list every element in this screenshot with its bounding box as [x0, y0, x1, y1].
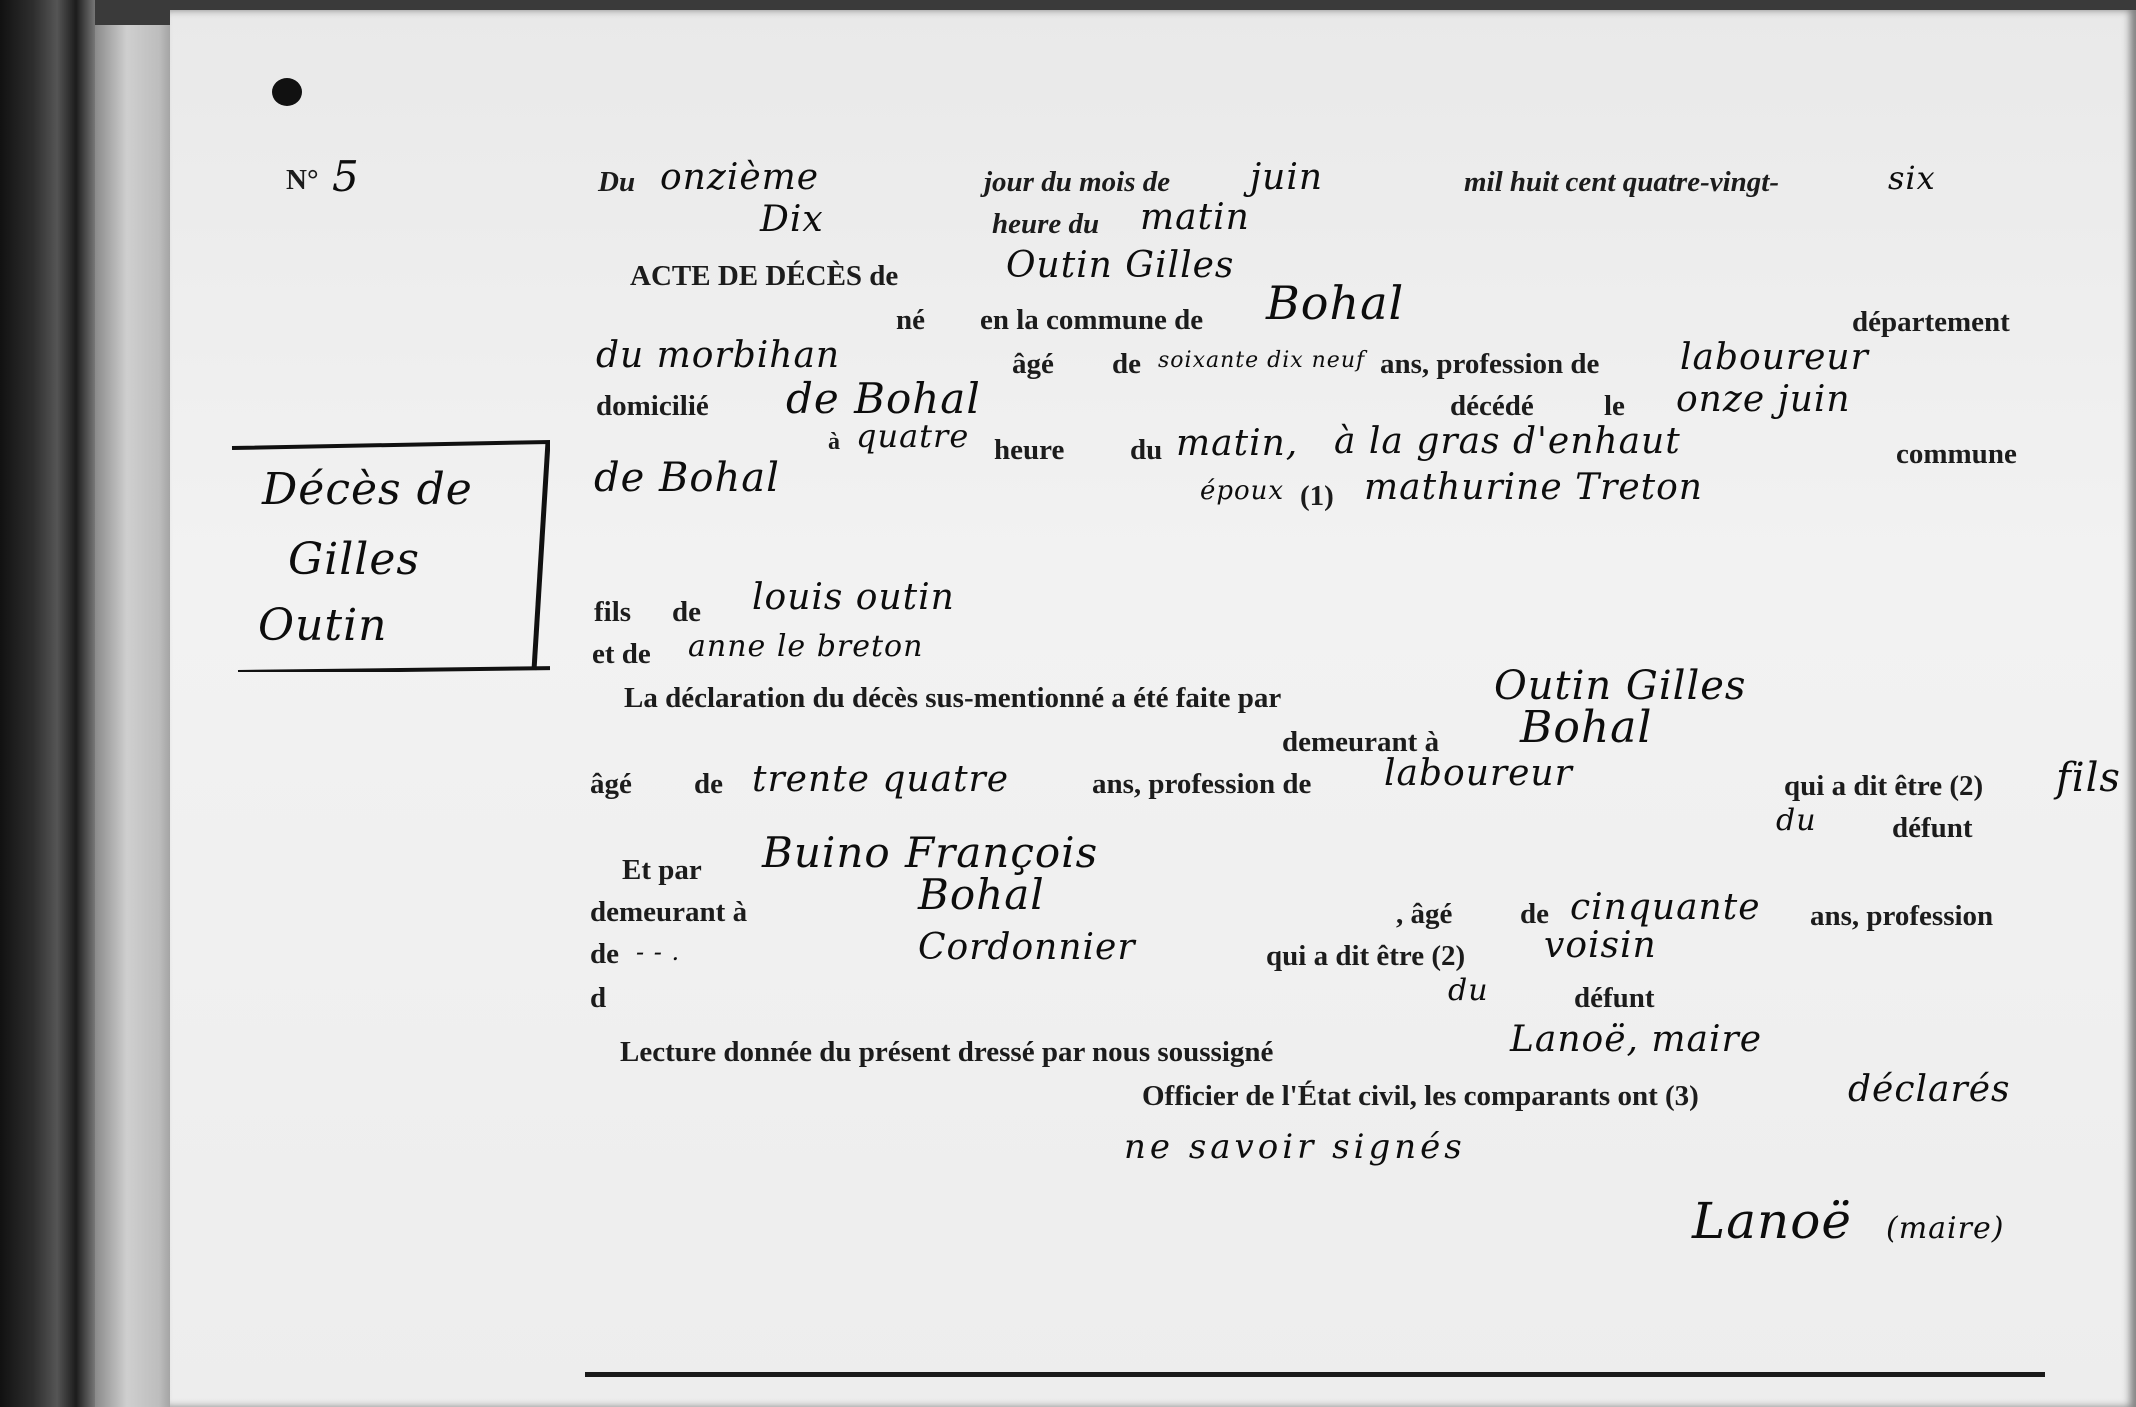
profession-handwritten: laboureur [1680, 337, 1869, 378]
de-label: de [1112, 348, 1141, 380]
heure-label: heure [994, 434, 1065, 466]
demeurant-label-2: demeurant à [590, 896, 748, 928]
signature-title: (maire) [1886, 1211, 2005, 1246]
ans-profession-label-3: ans, profession [1810, 900, 1994, 932]
note-handwritten: ne savoir signés [1124, 1127, 1466, 1167]
declared-handwritten: déclarés [1848, 1069, 2011, 1110]
death-date-handwritten: onze juin [1676, 379, 1851, 420]
decede-label: décédé [1450, 390, 1534, 422]
father-handwritten: louis outin [752, 577, 955, 618]
domicilie-label: domicilié [596, 390, 709, 422]
death-commune-handwritten: de Bohal [594, 455, 780, 501]
heure-du-label: heure du [992, 208, 1100, 240]
death-place-handwritten: à la gras d'enhaut [1334, 421, 1681, 462]
d-label: d [590, 982, 607, 1014]
act-number: 5 [332, 152, 360, 201]
page-edge [95, 25, 175, 1407]
ink-blot [272, 78, 302, 106]
relation1-handwritten: fils [2056, 755, 2121, 801]
death-period-handwritten: matin, [1176, 423, 1299, 464]
age2-handwritten: cinquante [1570, 887, 1761, 928]
fils-label: fils [594, 596, 632, 628]
age-label-3: , âgé [1396, 898, 1453, 930]
et-de-label: et de [592, 638, 651, 670]
qui-dit-label: qui a dit être (2) [1784, 770, 1984, 802]
de-label-4: de [1520, 898, 1549, 930]
de-label-3: de [694, 768, 723, 800]
residence1-handwritten: Bohal [1520, 702, 1653, 753]
profession1-handwritten: laboureur [1384, 753, 1573, 794]
relation2-handwritten: voisin [1544, 925, 1657, 966]
du-label: Du [598, 166, 636, 198]
departement-label: département [1852, 306, 2010, 338]
year-suffix: six [1888, 159, 1936, 197]
mayor-handwritten: Lanoë, maire [1510, 1019, 1763, 1060]
profession2-handwritten: Cordonnier [918, 927, 1136, 968]
departement-handwritten: du morbihan [596, 335, 841, 376]
deceased-name: Outin Gilles [1006, 245, 1235, 286]
commune-label: en la commune de [980, 304, 1204, 336]
officier-text: Officier de l'État civil, les comparants ont (3) [1142, 1080, 1699, 1112]
demeurant-label: demeurant à [1282, 726, 1440, 758]
acte-title: ACTE DE DÉCÈS de [630, 260, 899, 292]
spouse-handwritten: mathurine Treton [1364, 467, 1703, 508]
defunt-label-2: défunt [1574, 982, 1655, 1014]
age1-handwritten: trente quatre [752, 759, 1010, 800]
death-hour-handwritten: quatre [856, 417, 970, 455]
du-label-2: du [1130, 434, 1163, 466]
birth-commune: Bohal [1266, 276, 1405, 330]
hour-handwritten: Dix [760, 199, 824, 240]
margin-note-line2: Gilles [288, 534, 420, 585]
book-binding [0, 0, 95, 1407]
ans-profession-label-2: ans, profession de [1092, 768, 1312, 800]
domicile-handwritten: de Bohal [786, 374, 981, 423]
le-label: le [1604, 390, 1625, 422]
declarant1-handwritten: Outin Gilles [1494, 663, 1747, 709]
year-label: mil huit cent quatre-vingt- [1464, 166, 1779, 198]
spouse-note: (1) [1300, 480, 1334, 512]
age-label-2: âgé [590, 768, 632, 800]
qui-dit-label-2: qui a dit être (2) [1266, 940, 1466, 972]
spouse-label: époux [1200, 476, 1285, 506]
lecture-text: Lecture donnée du présent dressé par nous soussigné [620, 1036, 1274, 1068]
residence2-handwritten: Bohal [918, 870, 1045, 919]
signature: Lanoë [1692, 1192, 1852, 1250]
period-handwritten: matin [1140, 197, 1250, 238]
defunt-label: défunt [1892, 812, 1973, 844]
age-label: âgé [1012, 348, 1054, 380]
dash-mark: - - . [636, 938, 681, 966]
ne-label: né [896, 304, 925, 336]
margin-note-line3: Outin [258, 600, 388, 651]
du-handwritten: du [1776, 803, 1817, 838]
margin-note-line1: Décès de [262, 464, 473, 515]
bottom-rule [585, 1372, 2045, 1377]
jour-label: jour du mois de [984, 166, 1171, 198]
declaration-intro: La déclaration du décès sus-mentionné a été faite par [624, 682, 1282, 714]
ans-profession-label: ans, profession de [1380, 348, 1600, 380]
commune-word: commune [1896, 438, 2017, 470]
a-label: à [828, 429, 840, 455]
de-label-2: de [672, 596, 701, 628]
age-handwritten: soixante dix neuf [1158, 348, 1366, 373]
mother-handwritten: anne le breton [688, 629, 924, 664]
day-handwritten: onzième [660, 157, 820, 198]
et-par-label: Et par [622, 854, 702, 886]
act-number-label: N° [286, 164, 319, 196]
declarant2-handwritten: Buino François [762, 828, 1099, 877]
de-label-5: de [590, 938, 619, 970]
du2-handwritten: du [1448, 973, 1489, 1008]
month-handwritten: juin [1250, 157, 1324, 198]
